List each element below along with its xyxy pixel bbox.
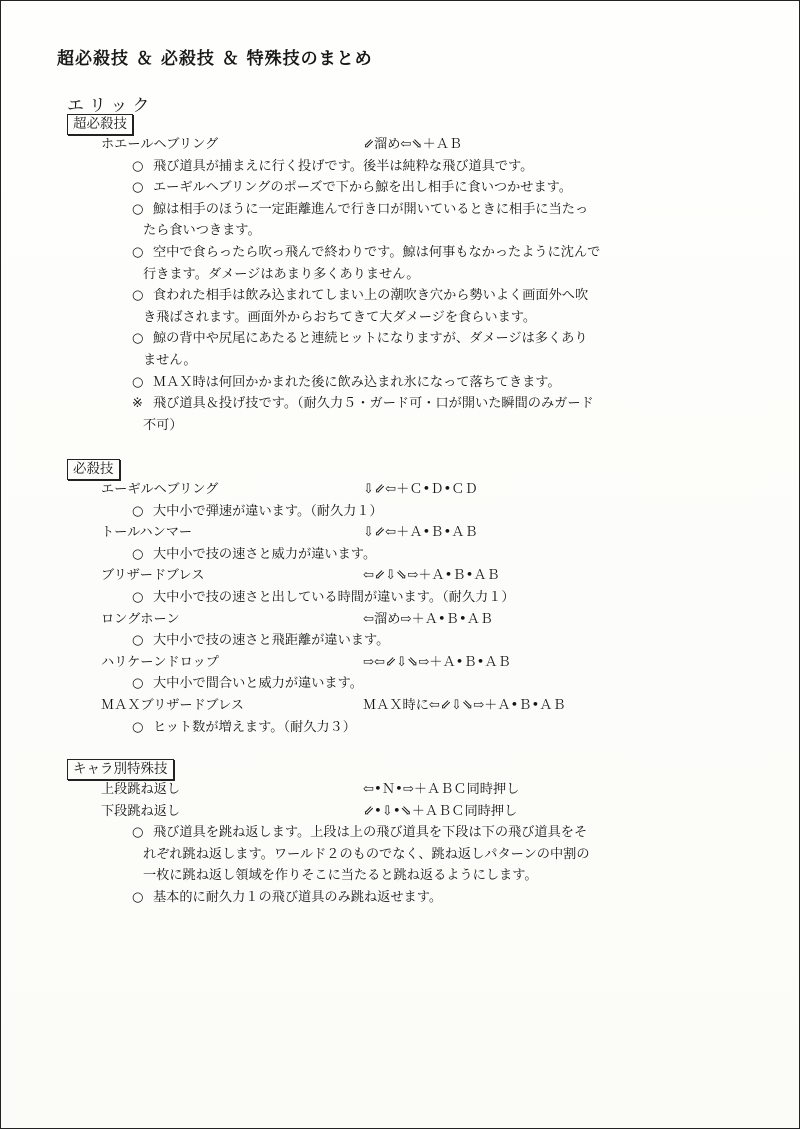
- move-name: ホエールヘブリング: [101, 137, 219, 152]
- note-line: たら食いつきます。: [143, 223, 261, 239]
- note-line: ＭＡＸ時は何回かかまれた後に飲み込まれ氷になって落ちてきます。: [153, 374, 561, 390]
- move-name: ブリザードブレス: [101, 568, 205, 584]
- note-line: ヒット数が増えます。（耐久力３）: [153, 719, 356, 735]
- page-title: 超必殺技 ＆ 必殺技 ＆ 特殊技のまとめ: [57, 49, 373, 69]
- move-name: ロングホーン: [101, 611, 180, 627]
- move-name: ＭＡＸブリザードブレス: [101, 698, 244, 713]
- note-line: 大中小で技の速さと威力が違います。: [153, 546, 377, 562]
- note-bullet: ○: [132, 245, 144, 260]
- note-line: 行きます。ダメージはあまり多くありません。: [143, 266, 420, 282]
- section-label: 超必殺技: [67, 114, 133, 135]
- note-bullet: ○: [132, 201, 144, 217]
- character-name: エリック: [67, 96, 155, 116]
- note-asterisk: ※: [132, 396, 144, 412]
- note-line: エーギルヘブリングのポーズで下から鯨を出し相手に食いつかせます。: [153, 180, 572, 196]
- note-bullet: ○: [132, 158, 144, 174]
- move-command: ＭＡＸ時に⇦⇙⇩⇘⇨＋Ａ•Ｂ•ＡＢ: [363, 698, 566, 713]
- note-line: 大中小で間合いと威力が違います。: [153, 676, 363, 692]
- note-line: 一枚に跳ね返し領域を作りそこに当たると跳ね返るようにします。: [143, 868, 538, 884]
- move-name: 上段跳ね返し: [101, 782, 181, 797]
- note-line: 飛び道具＆投げ技です。（耐久力５・ガード可・口が開いた瞬間のみガード: [153, 396, 594, 412]
- note-bullet: ○: [132, 546, 144, 562]
- move-command: ⇦•Ｎ•⇨＋ＡＢＣ同時押し: [363, 782, 520, 797]
- note-bullet: ○: [132, 180, 144, 196]
- note-bullet: ○: [132, 676, 144, 692]
- move-name: 下段跳ね返し: [101, 803, 181, 819]
- note-line: れぞれ跳ね返します。ワールド２のものでなく、跳ね返しパターンの中割の: [143, 846, 590, 862]
- move-command: ⇦⇙⇩⇘⇨＋Ａ•Ｂ•ＡＢ: [363, 568, 500, 584]
- note-bullet: ○: [132, 719, 144, 735]
- note-bullet: ○: [132, 288, 144, 304]
- note-bullet: ○: [132, 590, 144, 605]
- move-name: エーギルヘブリング: [101, 482, 219, 497]
- section-label: キャラ別特殊技: [67, 759, 174, 780]
- move-name: ハリケーンドロップ: [101, 654, 219, 670]
- move-name: トールハンマー: [101, 525, 193, 541]
- note-line: 飛び道具を跳ね返します。上段は上の飛び道具を下段は下の飛び道具をそ: [153, 825, 588, 841]
- note-line: 大中小で弾速が違います。（耐久力１）: [153, 503, 383, 519]
- move-command: ⇦溜め⇨＋Ａ•Ｂ•ＡＢ: [363, 611, 493, 627]
- move-command: ⇙溜め⇦⇘＋ＡＢ: [363, 137, 463, 152]
- note-bullet: ○: [132, 331, 144, 347]
- note-line: 鯨の背中や尻尾にあたると連続ヒットになりますが、ダメージは多くあり: [153, 331, 588, 347]
- note-line: 大中小で技の速さと飛距離が違います。: [153, 633, 390, 649]
- note-line: 大中小で技の速さと出している時間が違います。（耐久力１）: [153, 590, 515, 605]
- note-bullet: ○: [132, 825, 144, 841]
- note-bullet: ○: [132, 890, 144, 905]
- note-bullet: ○: [132, 503, 144, 519]
- note-bullet: ○: [132, 633, 144, 649]
- note-line: ません。: [143, 353, 197, 368]
- move-command: ⇨⇦⇙⇩⇘⇨＋Ａ•Ｂ•ＡＢ: [363, 654, 511, 670]
- note-line: 空中で食らったら吹っ飛んで終わりです。鯨は何事もなかったように沈んで: [153, 245, 601, 260]
- note-line: 鯨は相手のほうに一定距離進んで行き口が開いているときに相手に当たっ: [153, 201, 589, 217]
- note-line: 食われた相手は飲み込まれてしまい上の潮吹き穴から勢いよく画面外へ吹: [153, 288, 589, 304]
- note-line: 飛び道具が捕まえに行く投げです。後半は純粋な飛び道具です。: [153, 158, 534, 174]
- section-label: 必殺技: [67, 459, 120, 480]
- note-line: 不可）: [143, 417, 183, 433]
- move-command: ⇩⇙⇦＋Ａ•Ｂ•ＡＢ: [363, 525, 478, 541]
- note-line: き飛ばされます。画面外からおちてきて大ダメージを食らいます。: [143, 309, 537, 325]
- move-command: ⇙•⇩•⇘＋ＡＢＣ同時押し: [363, 803, 518, 819]
- move-command: ⇩⇙⇦＋Ｃ•Ｄ•ＣＤ: [363, 482, 478, 497]
- note-bullet: ○: [132, 374, 144, 390]
- note-line: 基本的に耐久力１の飛び道具のみ跳ね返せます。: [153, 890, 443, 905]
